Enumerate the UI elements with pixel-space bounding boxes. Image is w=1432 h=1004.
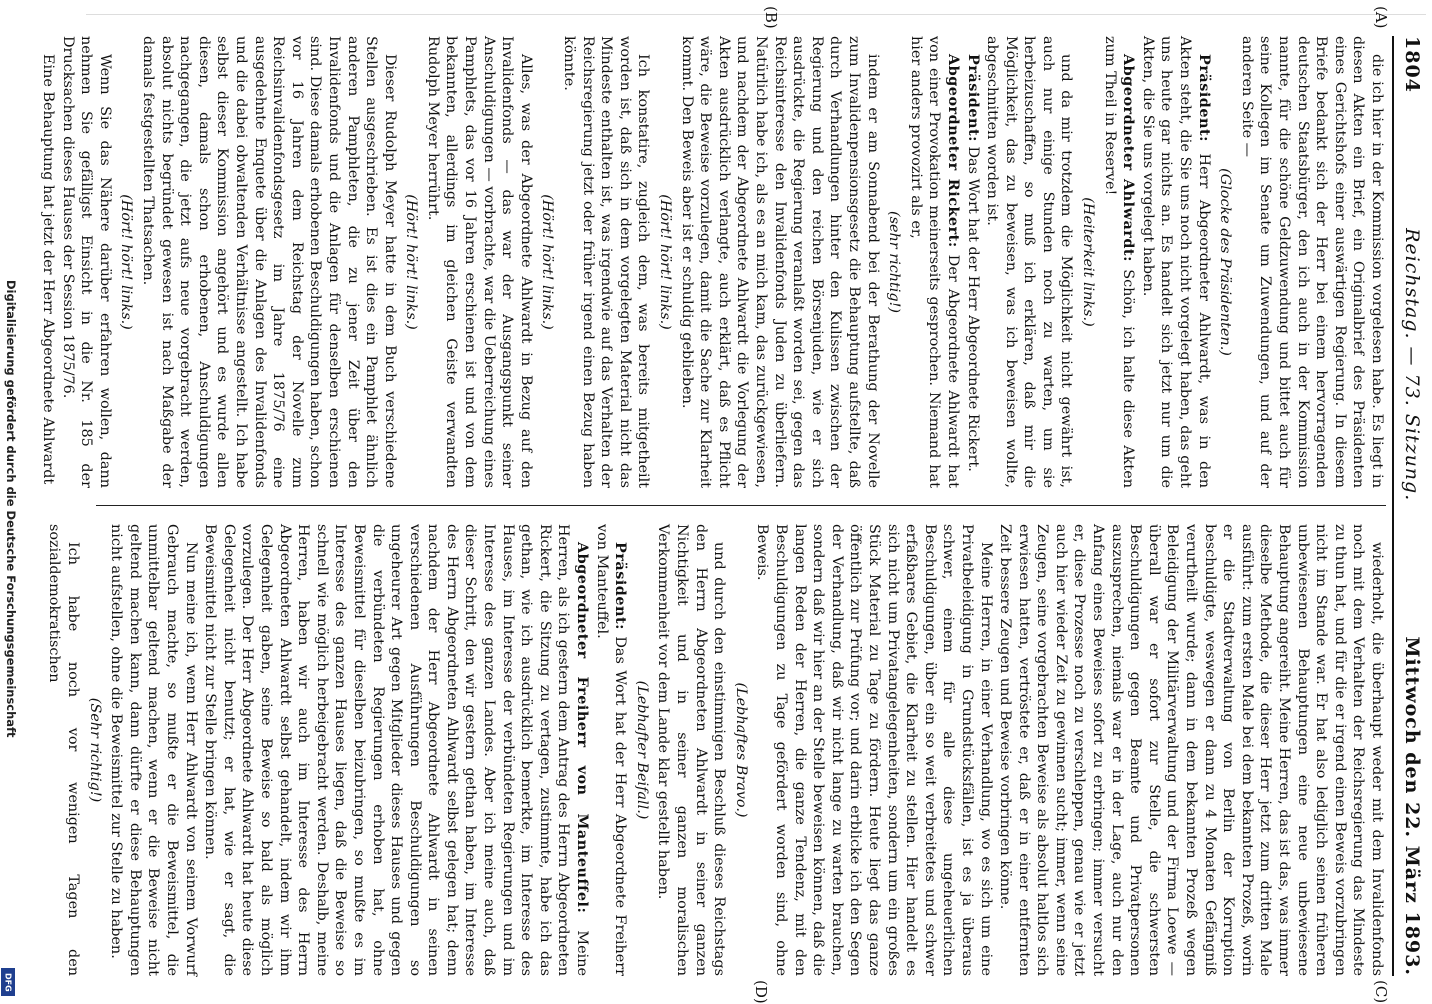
body-paragraph: Ich konstatire, zugleich dem, was bereits mitgetheilt worden ist, daß sich in dem vorgelegten Material nicht das Mindeste enthalten ist, was irgendwie auf das Verhalten der Reichsregierung jetzt oder früher irgend einen Bezug haben könnte. bbox=[561, 36, 652, 488]
rotated-document-page bbox=[40, 6, 1430, 1004]
body-paragraph: Dieser Rudolph Meyer hatte in dem Buch verschiedene Stellen ausgeschrieben. Es ist dies ein Pamphlet ähnlich anderen Pamphleten, die zu jener Zeit über den Invalidenfonds und die Anlagen für denselben erschienen sind. Diese damals erhobenen Beschuldigungen haben, schon vor 16 Jahren dem Reichstag der Novelle zum Reichsinvalidenfondsgesetz im Jahre 1875/76 eine ausgedehnte Enquete über die Anlagen des Invalidenfonds und die dabei obwaltenden Verhältnisse angestellt. Ich habe selbst dieser Kommission angehört und es wurde allen diesen, damals schon erhobenen, Anschuldigungen nachgegangen, die jetzt aufs neue vorgebracht werden, absolut nichts begründet gewesen ist nach Maßgabe der damals festgestellten Thatsachen. bbox=[140, 36, 398, 488]
body-paragraph: Eine Behauptung hat jetzt der Herr Abgeordnete Ahlwardt bbox=[40, 54, 57, 485]
speaker-paragraph bbox=[201, 524, 591, 976]
marker-d: (D) bbox=[752, 980, 770, 1004]
page-number: 1804 bbox=[1401, 36, 1423, 93]
stage-direction: (Hört! hört! links.) bbox=[657, 194, 674, 330]
marker-c: (C) bbox=[1372, 980, 1390, 1004]
body-paragraph: Ich habe noch vor wenigen Tagen den sozialdemokratischen bbox=[46, 524, 82, 976]
dfg-logo: DFG bbox=[1, 968, 15, 996]
speaker-name: Abgeordneter Freiherr von Manteuffel: bbox=[574, 542, 592, 914]
speaker-paragraph bbox=[592, 524, 629, 976]
body-paragraph: wiederholt, die überhaupt weder mit dem Invalidenfonds noch mit dem Verhalten der Reichsregierung das Mindeste zu thun hat, und für die er irgend einen Beweis vorzubringen nicht im Stande war. Er hat also lediglich seinen früheren unbewiesenen Behauptungen eine neue unbewiesene Behauptung angereiht. Meine Herren, das ist das, was immer dieselbe Methode, die dieser Herr jetzt zum dritten Male ausführt: zum ersten Male bei dem bekannten Prozeß, worin er die Stadtverwaltung von Berlin der Korruption beschuldigte, weswegen er dann zu 4 Monaten Gefängniß verurtheilt wurde; dann in dem bekannten Prozeß wegen Beleidigung der Militärverwaltung und der Firma Loewe — überall war er sofort zur Stelle, die schwersten Beschuldigungen gegen Beamte und Privatpersonen auszusprechen, niemals war er in der Lage, auch nur den Anfang eines Beweises sofort zu erbringen; immer versucht er, diese Prozesse noch zu verschleppen, genau wie er jetzt auch hier wieder Zeit zu gewinnen sucht; immer, wenn seine Zeugen, seine vorgebrachten Beweise als absolut haltlos sich erwiesen hatten, vertröstete er, daß er in einer entfernten Zeit bessere Zeugen und Beweise vorbringen könne. bbox=[997, 524, 1385, 976]
speech-text: Meine Herren, als ich gestern dem Antrag des Herrn Abgeordneten Rickert, die Sitzung zu vertagen, zustimmte, habe ich das gethan, wie ich ausdrücklich bemerkte, im Interesse des Hauses, im Interesse der verbündeten Regierungen und im Interesse des ganzen Landes. Aber ich meine auch, daß dieser Schritt, den wir gestern gethan haben, im Interesse des Herrn Abgeordneten Ahlwardt selbst gelegen hat; denn nachdem der Herr Abgeordnete Ahlwardt in seinen verschiedenen Ausführungen Beschuldigungen so ungeheurer Art gegen Mitglieder dieses Hauses und gegen die verbündeten Regierungen erhoben hat, ohne Beweismittel für dieselben beizubringen, so mußte es im Interesse des ganzen Hauses liegen, daß die Beweise so schnell wie möglich herbeigebracht werden. Deshalb, meine Herren, haben wir auch im Interesse des Herrn Abgeordneten Ahlwardt selbst gehandelt, indem wir ihm Gelegenheit gaben, seine Beweise so bald als möglich vorzulegen. Der Herr Abgeordnete Ahlwardt hat heute diese Gelegenheit nicht benutzt; er hat, wie er sagt, die Beweismittel nicht zur Stelle bringen können. bbox=[202, 524, 591, 976]
right-column bbox=[46, 524, 1386, 976]
speech-text: Schön, ich halte diese Akten zum Theil in Reserve! bbox=[1101, 36, 1137, 488]
digitization-note: Digitalisierung gefördert durch die Deutsche Forschungsgemeinschaft bbox=[4, 280, 18, 738]
stage-direction: (Sehr richtig!) bbox=[86, 697, 103, 803]
marker-a: (A) bbox=[1372, 6, 1390, 29]
stage-direction: (Hört! hört! links.) bbox=[403, 194, 420, 330]
speaker-paragraph bbox=[1138, 36, 1212, 488]
speaker-paragraph bbox=[1100, 36, 1137, 488]
body-paragraph: Meine Herren, in einer Verhandlung, wo es sich um eine Privatbeleidigung in Grundstücksfällen, ist es ja überaus schwer, einem für alle diese ungeheuerlichen Beschuldigungen, über ein so weit verbreitetes und schwer erfaßbares Gebiet, die Klarheit zu stellen. Hier handelt es sich nicht um Privatangelegenheiten, sondern um ein großes Stück Material zu Tage zu fördern. Heute liegt das ganze öffentlich zur Prüfung vor; und darin erblicke ich den Segen der Verhandlung, daß wir nicht lange zu warten brauchen, sondern daß wir hier an der Stelle beweisen können, daß die langen Reden der Herren, die ganze Tendenz, mit den Beschuldigungen zu Tage gefördert worden sind, ohne Beweis. bbox=[754, 524, 994, 976]
speech-text: Der Abgeordnete Ahlwardt hat von einer Provokation meinerseits gesprochen. Niemand hat hier anders provozirt als er, bbox=[907, 36, 961, 489]
speaker-name: Präsident: bbox=[1195, 54, 1213, 142]
body-paragraph: die ich hier in der Kommission vorgelesen habe. Es liegt in diesen Akten ein Brief, ein Originalbrief des Präsidenten eines Gerichtshofs einer auswärtigen Regierung. In diesem Briefe bedankt sich der Herr bei einem hervorragenden deutschen Staatsbürger, den ich auch in der Kommission nannte, für die schöne Geldzuwendung und bittet auch für seine Kollegen im Senate um Zuwendungen, und auf der anderen Seite — bbox=[1238, 36, 1385, 488]
body-paragraph: Nun meine ich, wenn Herr Ahlwardt von seinem Vorwurf Gebrauch machte, so mußte er die Beweismittel, die unmittelbar geltend machen, wenn er die Beweise nicht geltend machen kann, dann dürfte er diese Behauptungen nicht aufstellen, ohne die Beweismittel zur Stelle zu haben. bbox=[108, 524, 199, 976]
header-date: Mittwoch den 22. März 1893. bbox=[1401, 636, 1423, 976]
speaker-name: Abgeordneter Ahlwardt: bbox=[1120, 54, 1138, 262]
speech-text: Das Wort hat der Herr Abgeordnete Freiherr von Manteuffel. bbox=[593, 524, 629, 976]
body-paragraph: Wenn Sie das Nähere darüber erfahren wollen, dann nehmen Sie gefälligst Einsicht in die Nr. 185 der Drucksachen dieses Hauses der Session 1875/76. bbox=[59, 36, 113, 488]
stage-direction: (Lebhaftes Bravo.) bbox=[732, 682, 749, 818]
stage-direction: (Lebhafter Beifall.) bbox=[633, 680, 650, 820]
body-paragraph: und da mir trotzdem die Möglichkeit nicht gewährt ist, auch nur einige Stunden noch zu warten, um sie herbeizuschaffen, so muß ich erklären, daß mir die Möglichkeit, das zu beweisen, was ich beweisen wollte, abgeschnitten worden ist. bbox=[984, 36, 1075, 488]
speaker-paragraph bbox=[906, 36, 962, 488]
stage-direction: (sehr richtig!) bbox=[886, 210, 903, 314]
body-paragraph: und durch den einstimmigen Beschluß dieses Reichstags den Herrn Abgeordneten Ahlwardt in seiner ganzen Nichtigkeit und in seiner ganzen moralischen Verkommenheit vor dem Lande klar gestellt haben. bbox=[655, 524, 728, 976]
marker-b: (B) bbox=[762, 6, 780, 29]
stage-direction: (Glocke des Präsidenten.) bbox=[1217, 168, 1234, 356]
body-paragraph: Alles, was der Abgeordnete Ahlwardt in Bezug auf den Invalidenfonds — das war der Ausgangspunkt seiner Anschuldigungen — vorbrachte, war die Ueberreichung eines Pamphlets, das vor 16 Jahren erschienen ist und von dem bekannten, allerdings im gleichen Geiste verwandten Rudolph Meyer herrührt. bbox=[424, 36, 534, 488]
speaker-name: Präsident: bbox=[964, 54, 982, 142]
stage-direction: (Heiterkeit links.) bbox=[1080, 197, 1097, 327]
page-header bbox=[1394, 36, 1430, 976]
stage-direction: (Hört! hört! links.) bbox=[118, 194, 135, 330]
column-divider bbox=[96, 505, 1386, 506]
scan-edge bbox=[86, 14, 1426, 15]
speech-text: Das Wort hat der Herr Abgeordnete Rickert. bbox=[964, 146, 981, 472]
stage-direction: (Hört! hört! links.) bbox=[539, 194, 556, 330]
left-column bbox=[40, 36, 1386, 489]
speaker-paragraph bbox=[963, 36, 982, 488]
speaker-name: Präsident: bbox=[612, 542, 630, 630]
speaker-name: Abgeordneter Rickert: bbox=[944, 54, 962, 248]
header-rule bbox=[1392, 36, 1394, 976]
speech-text: Herr Abgeordneter Ahlwardt, was in den Akten steht, die Sie uns noch nicht vorgelegt haben, das geht uns heute gar nichts an. Es handelt sich jetzt nur um die Akten, die Sie uns vorgelegt haben. bbox=[1139, 36, 1212, 488]
header-title: Reichstag. — 73. Sitzung. bbox=[1401, 228, 1423, 502]
body-paragraph: indem er am Sonnabend bei der Berathung der Novelle zum Invalidenpensionsgesetz die Behauptung aufstellte, daß durch Verhandlungen hinter den Kulissen zwischen der Regierung und den reichen Börsenjuden, wie er sich ausdrückte, die Regierung veranlaßt worden sei, gegen das Reichsinteresse den Invalidenfonds Juden zu überliefern. Natürlich habe ich, als es an mich kam, das zurückgewiesen, und nachdem der Abgeordnete Ahlwardt die Vorlegung der Akten ausdrücklich verlangte, auch erklärt, daß es Pflicht wäre, die Beweise vorzulegen, damit die Sache zur Klarheit kommt. Den Beweis aber ist er schuldig geblieben. bbox=[678, 36, 881, 488]
